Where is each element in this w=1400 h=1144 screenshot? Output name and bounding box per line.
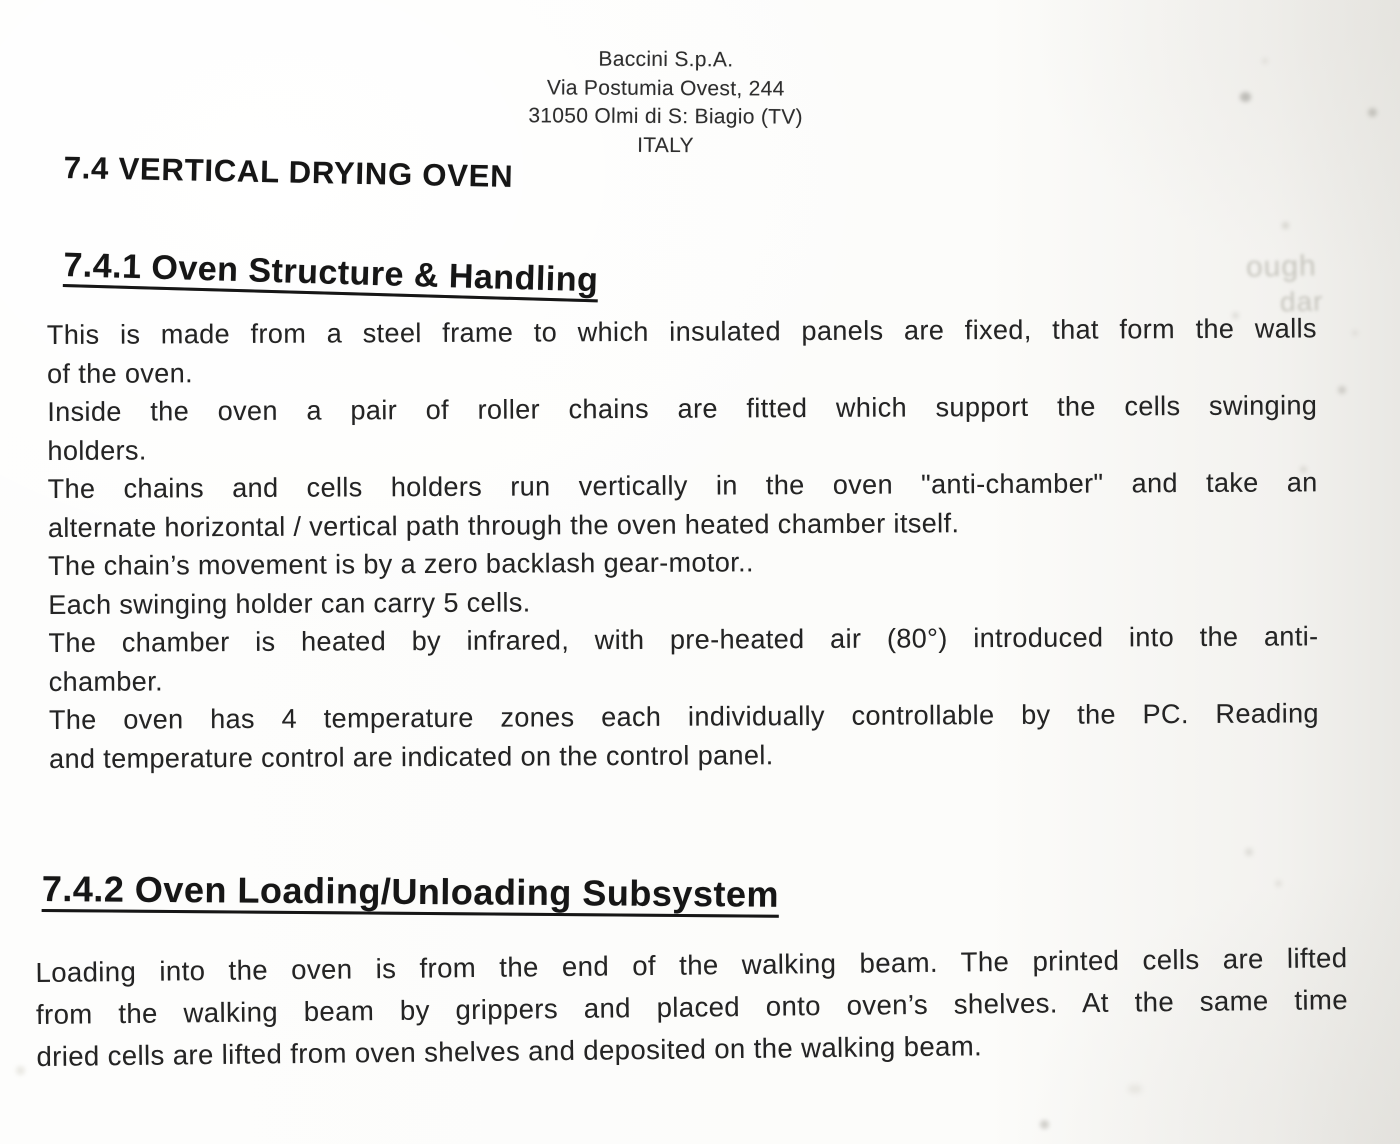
scan-speck: [1352, 330, 1358, 336]
letterhead: [315, 44, 1016, 162]
text-line: holders.: [47, 434, 147, 466]
text-line: This is made from a steel frame to which insulated panels are fixed, that form the walls: [46, 313, 1317, 351]
scan-speck: [1232, 312, 1239, 319]
section-7-4-2-body: [35, 937, 1348, 1078]
scan-speck: [1240, 92, 1251, 102]
text-line: dried cells are lifted from oven shelves and deposited on the walking beam.: [36, 1030, 983, 1072]
ghost-text-artifact: dar: [1279, 285, 1324, 318]
text-line: and temperature control are indicated on the control panel.: [49, 739, 774, 774]
scan-speck: [1338, 386, 1346, 394]
city-line: 31050 Olmi di S: Biagio (TV): [528, 104, 803, 129]
text-line: The chains and cells holders run vertically in the oven "anti-chamber" and take an: [47, 467, 1318, 505]
scan-speck: [1368, 108, 1377, 117]
text-line: alternate horizontal / vertical path through the oven heated chamber itself.: [47, 507, 960, 543]
text-line: of the oven.: [47, 357, 194, 389]
section-7-4-1-heading: 7.4.1 Oven Structure & Handling: [62, 246, 599, 300]
ghost-text-artifact: ough: [1245, 249, 1318, 284]
scan-speck: [1128, 1085, 1142, 1093]
scan-speck: [16, 1066, 25, 1075]
section-7-4-1-body: [47, 309, 1319, 778]
scan-speck: [1245, 848, 1253, 856]
text-line: The oven has 4 temperature zones each individually controllable by the PC. Reading: [48, 698, 1319, 735]
text-line: Loading into the oven is from the end of the walking beam. The printed cells are lifted: [35, 942, 1348, 989]
text-line: The chain’s movement is by a zero backlash gear-motor..: [48, 547, 754, 581]
text-line: The chamber is heated by infrared, with pre-heated air (80°) introduced into the anti-: [48, 621, 1319, 658]
text-line: from the walking beam by grippers and placed onto oven’s shelves. At the same time: [35, 984, 1349, 1030]
scan-speck: [1300, 466, 1307, 473]
text-line: Inside the oven a pair of roller chains are fitted which support the cells swinging: [47, 390, 1318, 428]
country-line: ITALY: [637, 133, 694, 157]
scan-speck: [1040, 1120, 1049, 1129]
company-name: Baccini S.p.A.: [598, 47, 734, 72]
section-7-4-heading: 7.4 VERTICAL DRYING OVEN: [63, 150, 514, 195]
text-line: Each swinging holder can carry 5 cells.: [48, 586, 531, 620]
address-line: Via Postumia Ovest, 244: [546, 75, 785, 101]
section-7-4-2-heading: 7.4.2 Oven Loading/Unloading Subsystem: [41, 868, 780, 915]
scan-speck: [1275, 880, 1282, 887]
scan-speck: [1262, 58, 1268, 64]
text-line: chamber.: [48, 665, 164, 697]
scan-speck: [1282, 222, 1289, 229]
